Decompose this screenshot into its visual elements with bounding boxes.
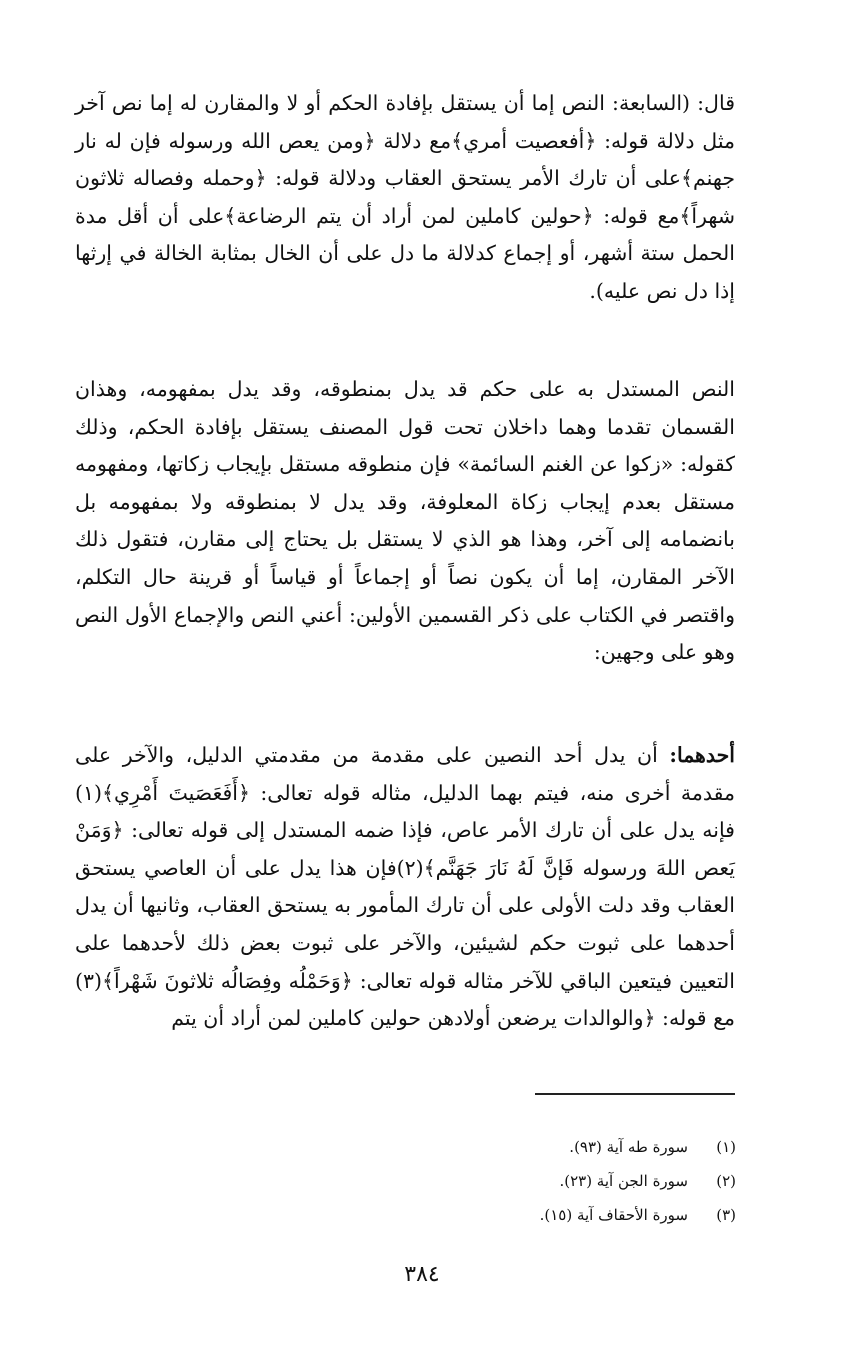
footnote-text: سورة الأحقاف آية (١٥). — [539, 1206, 688, 1224]
footnote-ref-1: (١) — [75, 780, 103, 805]
footnote-number: (١) — [716, 1138, 736, 1156]
paragraph-3-part-d: مع قوله: ﴿والوالدات يرضعن أولادهن حولين كاملين لمن أراد أن يتم — [171, 1006, 735, 1031]
footnote-ref-3: (٣) — [75, 968, 103, 993]
footnote-number: (٢) — [716, 1172, 736, 1190]
paragraph-3-lead: أحدهما: — [669, 743, 735, 767]
paragraph-2: النص المستدل به على حكم قد يدل بمنطوقه، وقد يدل بمفهومه، وهذان القسمان تقدما وهما داخلان تحت قول المصنف يستقل بإفادة الحكم، وذلك كقوله: «زكوا عن الغنم السائمة» فإن منطوقه مستقل بإيجاب زكاتها، ومفهومه مستقل بعدم إيجاب زكاة المعلوفة، وقد يدل لا بمنطوقه ولا بمفهومه بل بانضمامه إلى آخر، وهذا هو الذي لا يستقل بل يحتاج إلى مقارن، فتقول ذلك الآخر المقارن، إما أن يكون نصاً أو إجماعاً أو قياساً أو قرينة حال التكلم، واقتصر في الكتاب على ذكر القسمين الأولين: أعني النص والإجماع الأول النص وهو على وجهين: — [75, 377, 735, 665]
footnote-3 — [436, 1198, 736, 1232]
footnote-1 — [436, 1130, 736, 1164]
paragraph-3-part-b: فإنه يدل على أن تارك الأمر عاص، فإذا ضمه المستدل إلى قوله تعالى: ﴿وَمَنْ يَعص اللهَ ورسوله فَإنَّ لَهُ نَارَ جَهَنَّم﴾ — [75, 818, 736, 880]
footnote-divider — [535, 1093, 735, 1095]
footnote-2 — [436, 1164, 736, 1198]
footnote-number: (٣) — [716, 1206, 736, 1224]
footnotes — [436, 1130, 736, 1232]
paragraph-3-part-a: أن يدل أحد النصين على مقدمة من مقدمتي الدليل، والآخر على مقدمة أخرى منه، فيتم بهما الدليل، مثاله قوله تعالى: ﴿أَفَعَصَيتَ أَمْرِي﴾ — [75, 743, 735, 805]
footnote-ref-2: (٢) — [396, 855, 424, 880]
paragraph-3-part-c: فإن هذا يدل على أن العاصي يستحق العقاب وقد دلت الأولى على أن تارك المأمور به يستحق العقاب، وثانيها أن يدل أحدهما على ثبوت حكم لشيئين، والآخر على ثبوت بعض ذلك لأحدهما على التعيين فيتعين الباقي للآخر مثاله قوله تعالى: ﴿وَحَمْلُه وفِصَالُه ثلاثونَ شَهْراً﴾ — [75, 855, 735, 993]
footnote-text: سورة طه آية (٩٣). — [569, 1138, 688, 1156]
page-number: ٣٨٤ — [404, 1262, 440, 1287]
footnote-text: سورة الجن آية (٢٣). — [559, 1172, 688, 1190]
paragraph-3 — [75, 737, 735, 1038]
paragraph-1: قال: (السابعة: النص إما أن يستقل بإفادة الحكم أو لا والمقارن له إما نص آخر مثل دلالة قوله: ﴿أفعصيت أمري﴾مع دلالة ﴿ومن يعص الله ورسوله فإن له نار جهنم﴾على أن تارك الأمر يستحق العقاب ودلالة قوله: ﴿وحمله وفصاله ثلاثون شهراً﴾مع قوله: ﴿حولين كاملين لمن أراد أن يتم الرضاعة﴾على أن أقل مدة الحمل ستة أشهر، أو إجماع كدلالة ما دل على أن الخال بمثابة الخالة في إرثها إذا دل نص عليه). — [75, 91, 735, 303]
